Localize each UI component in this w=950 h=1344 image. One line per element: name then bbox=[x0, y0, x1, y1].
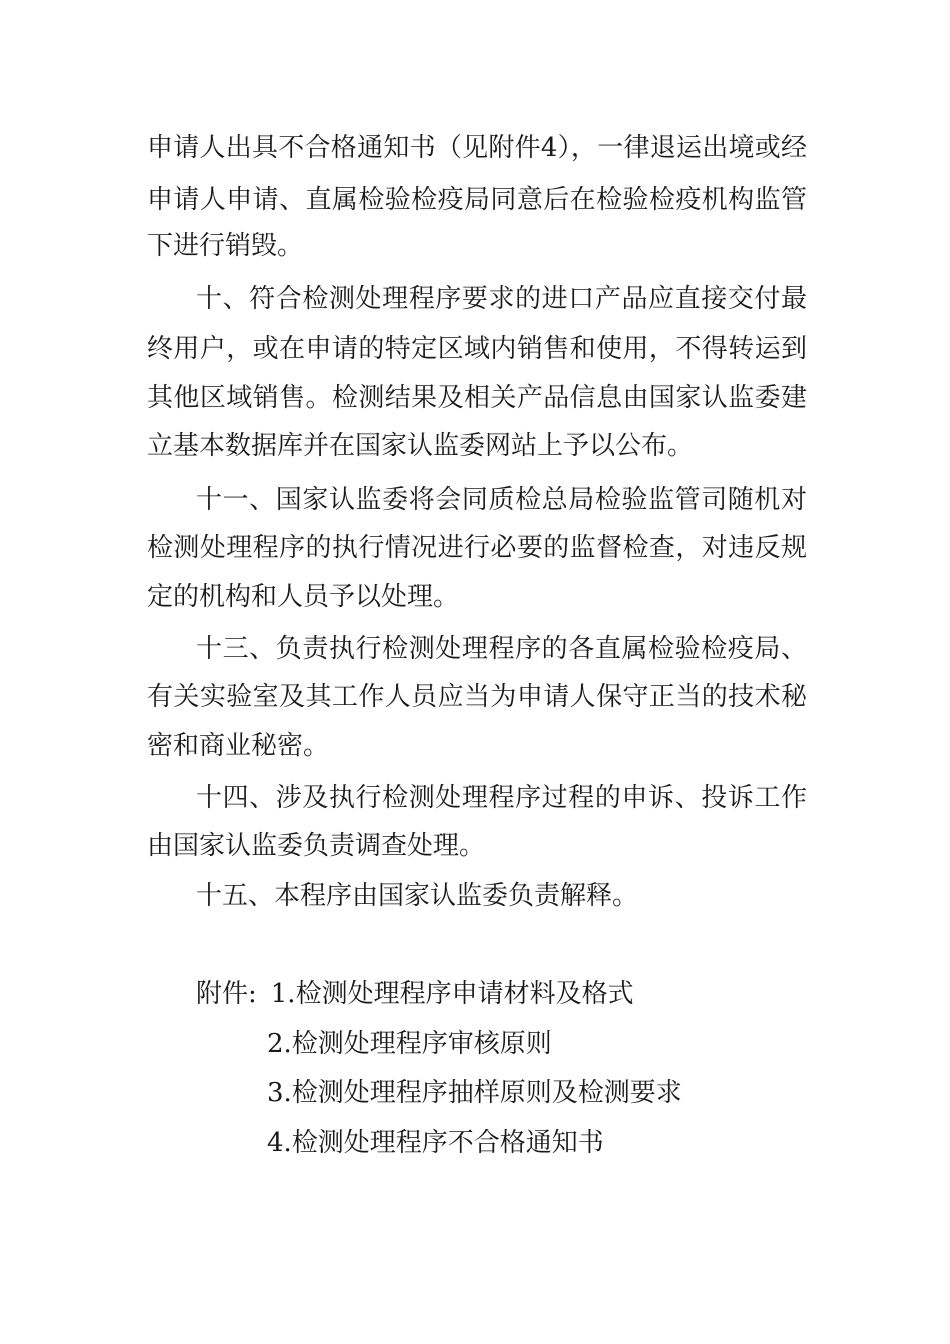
paragraph-line: 十一、国家认监委将会同质检总局检验监管司随机对 bbox=[196, 485, 807, 515]
paragraph-line: 十三、负责执行检测处理程序的各直属检验检疫局、 bbox=[196, 634, 807, 664]
attachment-item: 4.检测处理程序不合格通知书 bbox=[267, 1128, 604, 1158]
paragraph-line: 下进行销毁。 bbox=[147, 231, 304, 261]
paragraph-line: 密和商业秘密。 bbox=[147, 731, 330, 761]
paragraph-line: 检测处理程序的执行情况进行必要的监督检查，对违反规 bbox=[147, 533, 807, 563]
paragraph-line: 十五、本程序由国家认监委负责解释。 bbox=[196, 881, 639, 911]
paragraph-line: 申请人出具不合格通知书（见附件4），一律退运出境或经 bbox=[147, 133, 807, 163]
paragraph-line: 其他区域销售。检测结果及相关产品信息由国家认监委建 bbox=[147, 383, 807, 413]
attachments-label: 附件: bbox=[196, 979, 257, 1009]
paragraph-line: 十、符合检测处理程序要求的进口产品应直接交付最 bbox=[196, 284, 807, 314]
paragraph-line: 十四、涉及执行检测处理程序过程的申诉、投诉工作 bbox=[196, 783, 807, 813]
attachment-item: 2.检测处理程序审核原则 bbox=[267, 1029, 552, 1059]
paragraph-line: 由国家认监委负责调查处理。 bbox=[147, 831, 486, 861]
paragraph-line: 有关实验室及其工作人员应当为申请人保守正当的技术秘 bbox=[147, 682, 807, 712]
paragraph-line: 申请人申请、直属检验检疫局同意后在检验检疫机构监管 bbox=[147, 185, 807, 215]
paragraph-line: 定的机构和人员予以处理。 bbox=[147, 582, 460, 612]
attachment-item: 1.检测处理程序申请材料及格式 bbox=[270, 979, 634, 1009]
paragraph-line: 终用户，或在申请的特定区域内销售和使用，不得转运到 bbox=[147, 334, 807, 364]
attachments-block bbox=[196, 968, 807, 1020]
attachment-item: 3.检测处理程序抽样原则及检测要求 bbox=[267, 1078, 682, 1108]
paragraph-line: 立基本数据库并在国家认监委网站上予以公布。 bbox=[147, 431, 694, 461]
